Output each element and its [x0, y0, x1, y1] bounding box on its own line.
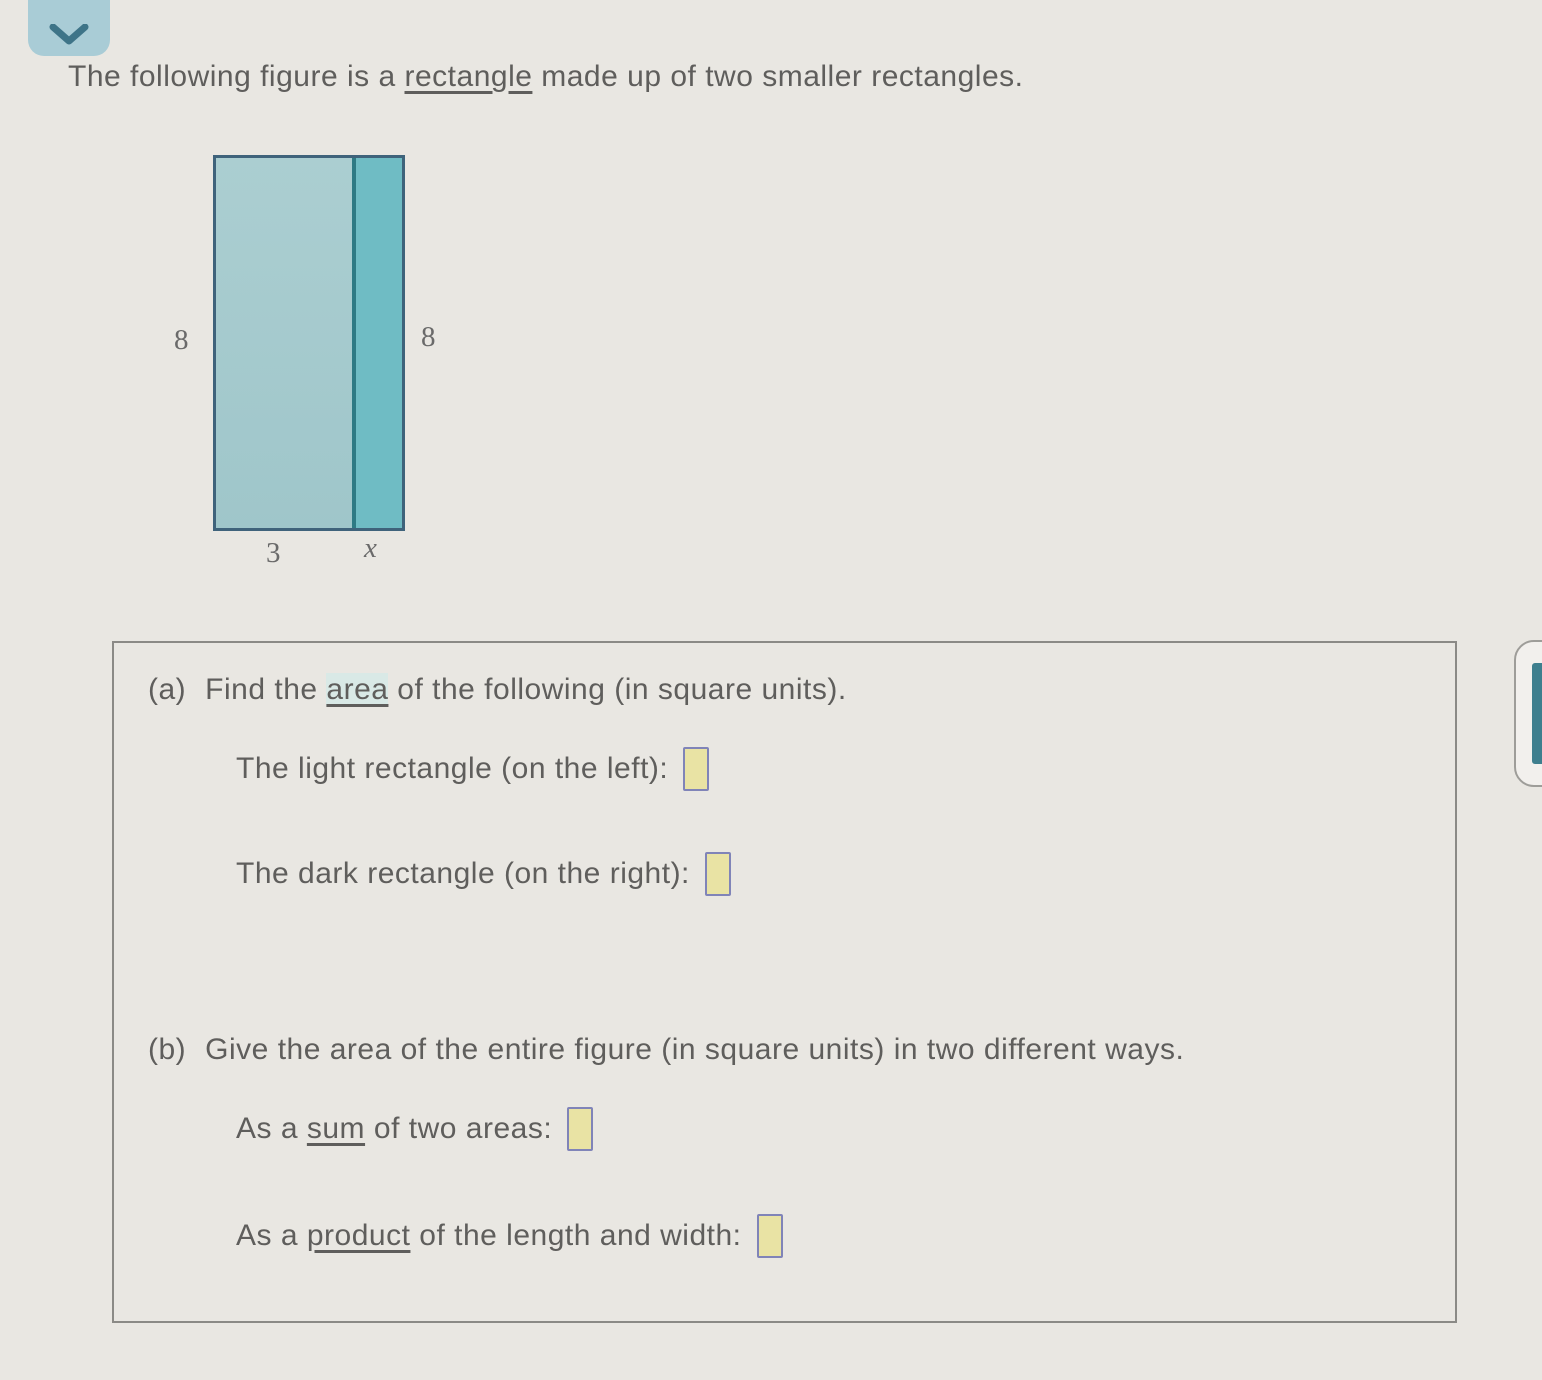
light-rectangle: [216, 158, 352, 528]
part-a-prompt: Find the area of the following (in square units).: [205, 673, 847, 706]
side-panel-icon: [1532, 663, 1542, 764]
part-b-prompt: Give the area of the entire figure (in square units) in two different ways.: [205, 1033, 1185, 1066]
dark-rectangle-area-row: [236, 852, 731, 896]
part-a-label: (a): [148, 673, 187, 706]
sum-of-areas-row: [236, 1107, 593, 1151]
light-rectangle-area-label: The light rectangle (on the left):: [236, 752, 669, 785]
part-b-heading: [148, 1033, 1184, 1067]
light-rectangle-area-input[interactable]: [683, 747, 709, 791]
height-label-right: 8: [421, 321, 436, 353]
problem-statement-prefix: The following figure is a: [68, 60, 405, 93]
sum-of-areas-input[interactable]: [567, 1107, 593, 1151]
light-rectangle-area-row: [236, 747, 709, 791]
product-length-width-row: [236, 1214, 783, 1258]
product-definition-link[interactable]: product: [306, 1219, 411, 1252]
question-panel: [112, 641, 1457, 1323]
part-a-heading: [148, 673, 847, 707]
figure: [213, 155, 405, 531]
rectangle-definition-link[interactable]: rectangle: [404, 60, 533, 93]
part-b-label: (b): [148, 1033, 187, 1066]
width-label-left: 3: [266, 537, 281, 569]
area-definition-link[interactable]: area: [326, 673, 389, 706]
dark-rectangle: [356, 158, 402, 528]
chevron-down-icon: [49, 24, 89, 46]
sum-of-areas-label: As a sum of two areas:: [236, 1112, 553, 1145]
dark-rectangle-area-input[interactable]: [705, 852, 731, 896]
height-label-left: 8: [174, 324, 189, 356]
product-length-width-label: As a product of the length and width:: [236, 1219, 742, 1252]
problem-statement-suffix: made up of two smaller rectangles.: [532, 60, 1024, 93]
width-label-right: x: [364, 532, 377, 564]
dark-rectangle-area-label: The dark rectangle (on the right):: [236, 857, 690, 890]
sum-definition-link[interactable]: sum: [306, 1112, 366, 1145]
problem-statement: [68, 60, 1023, 94]
side-panel-button[interactable]: [1514, 640, 1542, 787]
collapse-button[interactable]: [28, 0, 110, 56]
product-length-width-input[interactable]: [757, 1214, 783, 1258]
